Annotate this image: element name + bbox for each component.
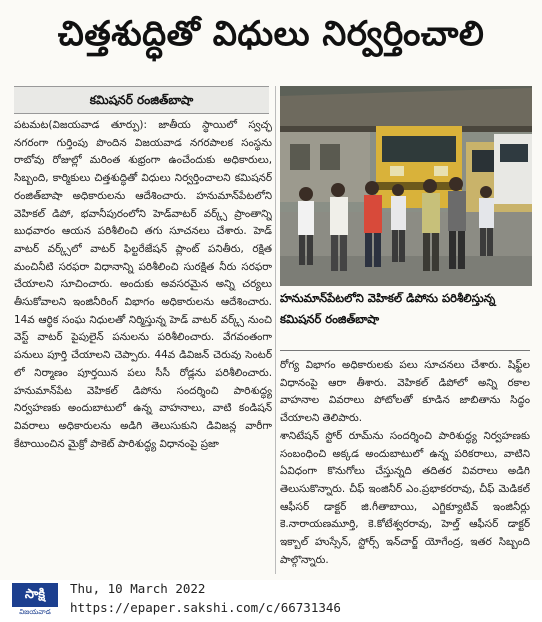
epaper-link[interactable]: https://epaper.sakshi.com/c/66731346: [70, 600, 341, 615]
sakshi-logo-edition: విజయవాడ: [19, 608, 51, 616]
epaper-footer: [0, 580, 542, 622]
sakshi-logo: [12, 583, 58, 619]
article-column-1: [14, 117, 272, 573]
article-headline: చిత్తశుద్ధితో విధులు నిర్వర్తించాలి: [57, 14, 485, 54]
photo-caption: హనుమాన్‌పేటలోని వెహికల్‌ డిపోను పరిశీలిస్తున్న కమిషనర్‌ రంజిత్‌బాషా: [280, 288, 530, 351]
sakshi-logo-mark: సాక్షి: [12, 583, 58, 607]
column-2-paragraph-1: రోగ్య విభాగం అధికారులకు పలు సూచనలు చేశారు. షిఫ్ట్‌ల విధానంపై ఆరా తీశారు. వెహికల్‌ డిపోలో అన్ని రకాల వాహనాల వివరాలు పోటోలతో కూడిన జాబితాను సిద్ధం చేయాలని తెలిపారు.: [280, 359, 530, 425]
edition-date: Thu, 10 March 2022: [70, 581, 206, 596]
article-column-2: [280, 357, 530, 575]
article-photo: [280, 86, 532, 286]
column-divider: [275, 86, 276, 574]
column-2-paragraph-2: శానిటేషన్‌ స్టోర్‌ రూమ్‌ను సందర్శించి పారిశుద్ధ్య నిర్వహణకు సంబంధించి అక్కడ అందుబాటులో ఉన్న పరికరాలు, వాటిని ఏవిధంగా కొనుగోలు చేస్తున్నది తదితర వివరాలు అడిగి తెలుసుకొన్నారు. చీఫ్‌ ఇంజినీర్‌ ఎం.ప్రభాకరరావు, చీఫ్‌ మెడికల్‌ ఆఫీసర్‌ డాక్టర్‌ జి.గీతాబాయి, ఎగ్జిక్యూటివ్‌ ఇంజినీర్లు కె.నారాయణమూర్తి, కె.కోటేశ్వరరావు, హెల్త్‌ ఆఫీసర్‌ డాక్టర్‌ ఇక్బాల్‌ హుస్సేన్‌, స్టోర్స్‌ ఇన్‌చార్జ్‌ యోగేంద్ర, ఇతర సిబ్బంది పాల్గొన్నారు.: [280, 429, 530, 566]
article-byline: కమిషనర్‌ రంజిత్‌బాషా: [14, 86, 269, 114]
column-1-paragraph: పటమట(విజయవాడ తూర్పు): జాతీయ స్థాయిలో స్వచ్ఛ నగరంగా గుర్తింపు పొందిన విజయవాడ నగరపాలక సంస్థను రాబోవు రోజుల్లో మరింత శుభ్రంగా ఉంచేందుకు అధికారులు, సిబ్బంది, కార్మికులు చిత్తశుద్ధితో విధులు నిర్వర్తించాలని కమిషనర్‌ రంజిత్‌బాషా అధికారులను ఆదేశించారు. హనుమాన్‌పేటలోని వెహికల్‌ డిపో, భవానీపురంలోని హెడ్‌వాటర్‌ వర్క్స్‌ ప్రాంతాన్ని బుధవారం ఆయన పరిశీలించి తగు సూచనలు చేశారు. హెడ్‌ వాటర్‌ వర్క్స్‌లో వాటర్‌ ఫిల్టరేజేషన్‌ ప్లాంట్‌ పనితీరు, రక్షిత మంచినీటి సరఫరా విధానాన్ని పరిశీలించి సురక్షిత నీరు సరఫరా చేయాలని సూచించారు. అందుకు అవసరమైన అన్ని చర్యలు తీసుకోవాలని ఇంజినీరింగ్‌ విభాగం అధికారులను ఆదేశించారు. 14వ ఆర్థిక సంఘ నిధులతో నిర్మిస్తున్న హెడ్‌ వాటర్‌ వర్క్స్‌ నుంచి వెస్ట్‌ వాటర్‌ పైపులైన్‌ పనులను పరిశీలించారు. వేగవంతంగా పనులు పూర్తి చేయాలని చెప్పారు. 44వ డివిజన్‌ చెరువు సెంటర్‌ లో నిర్మాణం పూర్తయిన పలు సీసీ రోడ్లను పరిశీలించారు. హనుమాన్‌పేట వెహికల్‌ డిపోను సందర్శించి పారిశుద్ధ్య నిర్వహణకు అందుబాటులో ఉన్న వాహనాలు, వాటి కండిషన్‌ వివరాలు అధికారులను అడిగి తెలుసుకుని డివిజన్ల వారీగా కేటాయించిన మైక్రో పాకెట్‌ పారిశుద్ధ్య విధానంపై ప్రజా: [14, 119, 272, 450]
